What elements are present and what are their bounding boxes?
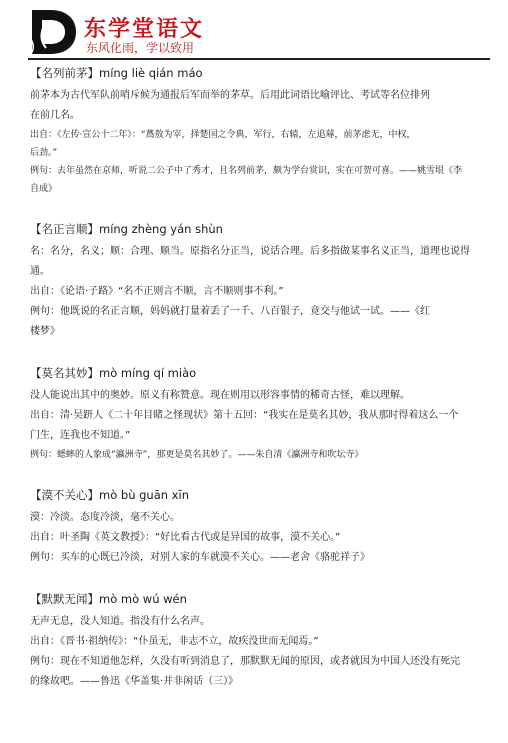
idiom-title: 【漠不关心】mò bù guān xīn — [30, 488, 190, 502]
source-line: 门生，连我也不知道。” — [30, 430, 131, 441]
idiom-title: 【名列前茅】míng liè qián máo — [30, 66, 203, 80]
definition-line: 在前几名。 — [30, 110, 80, 121]
idiom-entry — [30, 590, 482, 692]
header — [28, 8, 488, 58]
brand-slogan: 东风化雨，学以致用 — [86, 41, 195, 55]
example-line: 楼梦》 — [30, 326, 60, 337]
example-line: 的缘故吧。——鲁迅《华盖集·并非闲话（三）》 — [30, 676, 239, 687]
idiom-entry — [30, 486, 482, 568]
brand-name: 东学堂语文 — [84, 16, 205, 42]
d-logo-icon — [28, 8, 78, 56]
definition-line: 通。 — [30, 266, 50, 277]
source-line: 出自：《左传·宣公十二年》：“蔿敖为宰，择楚国之令典，军行，右辕，左追蓐，前茅虑无，中权， — [30, 130, 416, 140]
example-line: 例句：买车的心既已冷淡，对别人家的车就漠不关心。——老舍《骆驼祥子》 — [30, 552, 370, 563]
definition-line: 前茅本为古代军队前哨斥候为通报后军而举的茅草。后用此词语比喻评比、考试等名位排列 — [30, 90, 430, 101]
source-line: 出自：叶圣陶《英文教授》：“好比看古代或是异国的故事，漠不关心。” — [30, 532, 341, 543]
source-line: 出自：《论语·子路》“名不正则言不顺，言不顺则事不利。” — [30, 286, 284, 297]
example-line: 例句：去年虽然在京师，听说二公子中了秀才，且名列前茅，颇为学台赏识，实在可贺可喜。——姚雪垠《李 — [30, 166, 463, 176]
header-divider — [28, 58, 490, 60]
definition-line: 漠：冷淡。态度冷淡，毫不关心。 — [30, 512, 180, 523]
example-line: 例句：现在不知道他怎样，久没有听到消息了，那默默无闻的原因，或者就因为中国人还没有死完 — [30, 656, 460, 667]
idiom-title: 【名正言顺】míng zhèng yán shùn — [30, 222, 223, 236]
definition-line: 没人能说出其中的奥妙。原义有称赞意。现在则用以形容事情的稀奇古怪，难以理解。 — [30, 390, 410, 401]
example-line: 自成》 — [30, 184, 58, 194]
idiom-title: 【莫名其妙】mò míng qí miào — [30, 366, 197, 380]
source-line: 后劲。” — [30, 148, 58, 158]
idiom-title: 【默默无闻】mò mò wú wén — [30, 592, 187, 606]
idiom-entry — [30, 364, 482, 464]
definition-line: 无声无息，没人知道。指没有什么名声。 — [30, 616, 210, 627]
idiom-entry — [30, 220, 482, 342]
example-line: 例句：蟋蟀的人象成“瀛洲寺”，那更是莫名其妙了。——朱自清《瀛洲寺和吹坛寺》 — [30, 450, 364, 460]
idiom-entry — [30, 64, 482, 198]
source-line: 出自：《晋书·祖纳传》：“仆虽无，非志不立，故疾没世而无闻焉。” — [30, 636, 319, 647]
example-line: 例句：他既说的名正言顺，妈妈就打量着丢了一千、八百银子，竟交与他试一试。——《红 — [30, 306, 430, 317]
idiom-list — [30, 64, 482, 714]
source-line: 出自：清·吴趼人《二十年目睹之怪现状》第十五回：“我实在是莫名其妙，我从那时得着这么一个 — [30, 410, 459, 421]
definition-line: 名：名分，名义；顺：合理、顺当。原指名分正当，说话合理。后多指做某事名义正当，道理也说得 — [30, 246, 470, 257]
